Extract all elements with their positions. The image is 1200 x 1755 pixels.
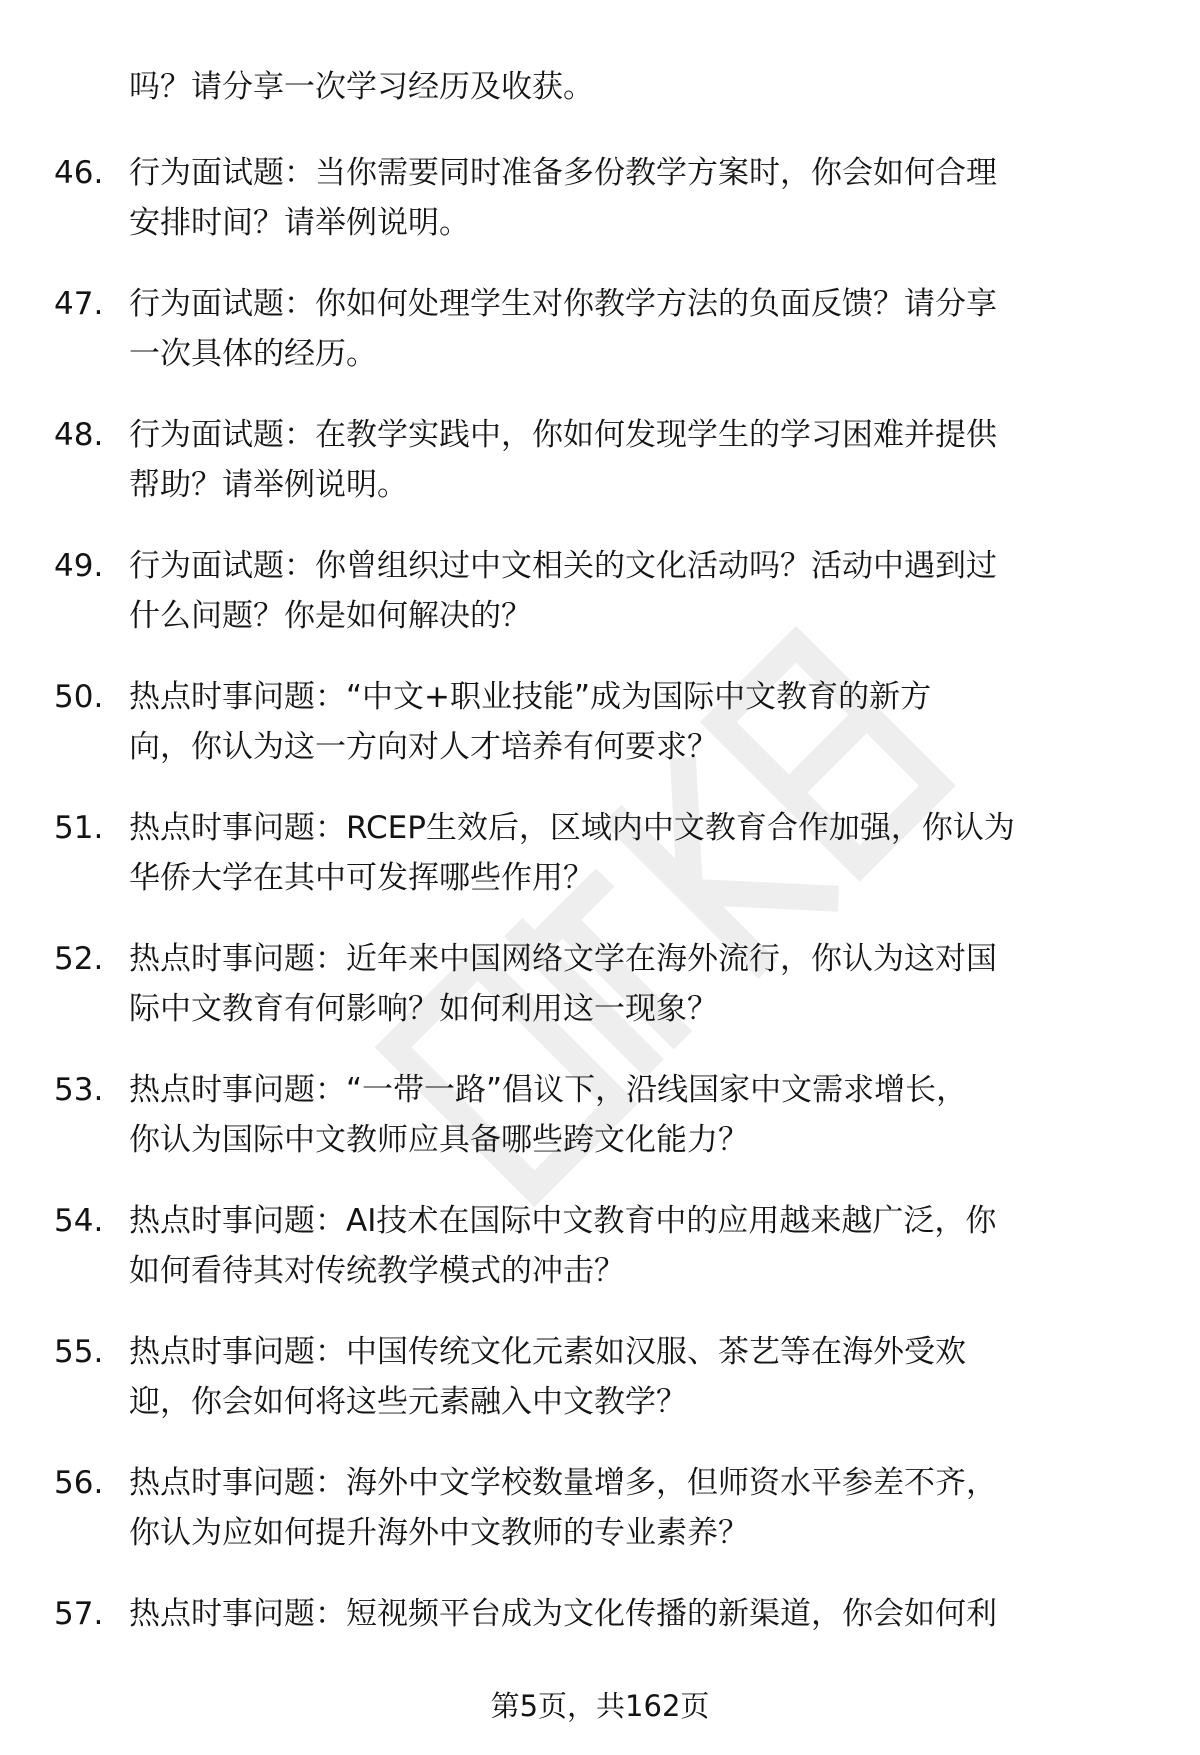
question-text-line: 安排时间？请举例说明。: [129, 205, 470, 241]
question-text: [129, 934, 1149, 1034]
question-number: 52.: [54, 941, 104, 977]
question-text-line: 热点时事问题：AI技术在国际中文教育中的应用越来越广泛，你: [129, 1203, 997, 1239]
question-number: 47.: [54, 286, 104, 322]
question-text-line: 迎，你会如何将这些元素融入中文教学？: [129, 1384, 687, 1420]
question-text-line: 帮助？请举例说明。: [129, 467, 408, 503]
question-text-line: 热点时事问题：近年来中国网络文学在海外流行，你认为这对国: [129, 941, 997, 977]
question-number: 46.: [54, 155, 104, 191]
question-text-line: 行为面试题：你曾组织过中文相关的文化活动吗？活动中遇到过: [129, 548, 997, 584]
page-footer: 第5页，共162页: [490, 1689, 710, 1723]
question-text: [129, 803, 1149, 903]
question-text-line: 向，你认为这一方向对人才培养有何要求？: [129, 729, 718, 765]
question-text-line: 热点时事问题：RCEP生效后，区域内中文教育合作加强，你认为: [129, 810, 1015, 846]
question-text-line: 如何看待其对传统教学模式的冲击？: [129, 1253, 625, 1289]
question-number: 55.: [54, 1334, 104, 1370]
question-text: [129, 541, 1149, 641]
question-text: [129, 672, 1149, 772]
question-text: [129, 1458, 1149, 1558]
question-text: [129, 1327, 1149, 1427]
question-text-line: 热点时事问题：海外中文学校数量增多，但师资水平参差不齐，: [129, 1465, 997, 1501]
question-text-line: 你认为国际中文教师应具备哪些跨文化能力？: [129, 1122, 749, 1158]
question-text-line: 你认为应如何提升海外中文教师的专业素养？: [129, 1515, 749, 1551]
continuation-text: 吗？请分享一次学习经历及收获。: [129, 69, 594, 105]
question-text: [129, 1196, 1149, 1296]
question-number: 57.: [54, 1596, 104, 1632]
question-text-line: 热点时事问题：短视频平台成为文化传播的新渠道，你会如何利: [129, 1596, 997, 1632]
question-number: 49.: [54, 548, 104, 584]
question-text-line: 行为面试题：你如何处理学生对你教学方法的负面反馈？请分享: [129, 286, 997, 322]
question-text-line: 热点时事问题：“一带一路”倡议下，沿线国家中文需求增长，: [129, 1072, 968, 1108]
question-text-line: 什么问题？你是如何解决的？: [129, 598, 532, 634]
question-number: 51.: [54, 810, 104, 846]
question-number: 50.: [54, 679, 104, 715]
question-text-line: 一次具体的经历。: [129, 336, 377, 372]
question-text: [129, 1589, 1149, 1639]
question-text-line: 华侨大学在其中可发挥哪些作用？: [129, 860, 594, 896]
question-text-line: 热点时事问题：“中文+职业技能”成为国际中文教育的新方: [129, 679, 932, 715]
question-number: 53.: [54, 1072, 104, 1108]
question-text-line: 热点时事问题：中国传统文化元素如汉服、茶艺等在海外受欢: [129, 1334, 966, 1370]
question-text: [129, 279, 1149, 379]
question-text-line: 行为面试题：在教学实践中，你如何发现学生的学习困难并提供: [129, 417, 997, 453]
question-text: [129, 1065, 1149, 1165]
question-text-line: 际中文教育有何影响？如何利用这一现象？: [129, 991, 718, 1027]
question-text: [129, 410, 1149, 510]
question-number: 56.: [54, 1465, 104, 1501]
question-text-line: 行为面试题：当你需要同时准备多份教学方案时，你会如何合理: [129, 155, 997, 191]
question-text: [129, 148, 1149, 248]
question-number: 54.: [54, 1203, 104, 1239]
question-number: 48.: [54, 417, 104, 453]
